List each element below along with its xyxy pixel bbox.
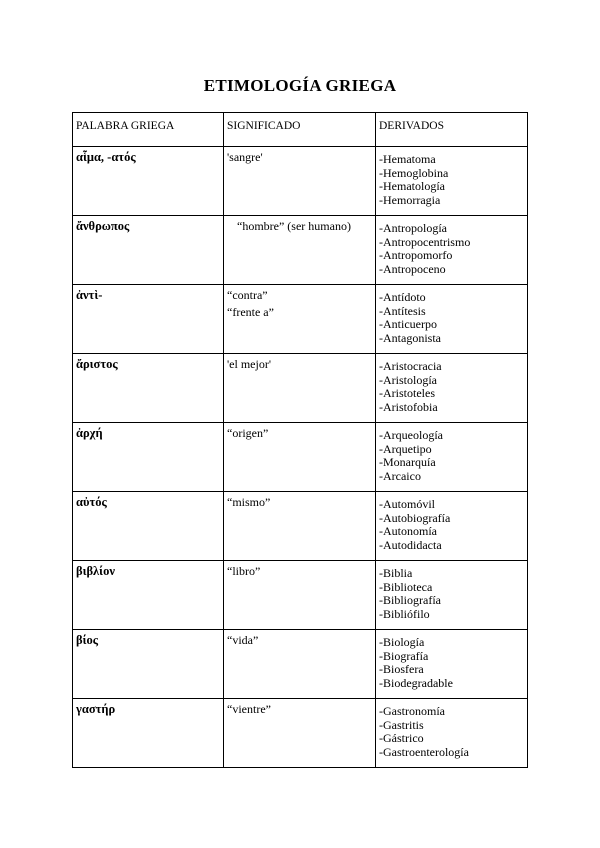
table-row xyxy=(73,354,528,423)
derivatives-list xyxy=(379,289,524,345)
greek-word: γαστήρ xyxy=(76,702,116,716)
meaning-text: “mismo” xyxy=(227,495,271,509)
derivative-item: -Bibliografía xyxy=(379,593,441,607)
greek-word: βιβλίον xyxy=(76,564,115,578)
etymology-table xyxy=(72,112,528,768)
derivative-item: -Automóvil xyxy=(379,497,435,511)
derivative-item: -Aristocracia xyxy=(379,359,442,373)
meaning-text: “origen” xyxy=(227,426,269,440)
derivative-item: -Gastronomía xyxy=(379,704,445,718)
derivatives-list xyxy=(379,358,524,414)
derivative-item: -Antídoto xyxy=(379,290,426,304)
derivative-item: -Hematología xyxy=(379,179,445,193)
table-row xyxy=(73,561,528,630)
derivative-item: -Autodidacta xyxy=(379,537,442,552)
derivative-item: -Antítesis xyxy=(379,303,426,318)
meaning-cell xyxy=(224,285,376,354)
derivative-item: -Arquetipo xyxy=(379,441,432,456)
greek-word: ἄριστος xyxy=(76,357,118,371)
meaning-text: “contra” xyxy=(227,288,268,302)
derivatives-list xyxy=(379,151,524,207)
derivative-item: -Antropomorfo xyxy=(379,248,453,262)
meaning-text: “vida” xyxy=(227,633,259,647)
derivative-item: -Biodegradable xyxy=(379,675,453,690)
derivative-item: -Biosfera xyxy=(379,662,424,676)
greek-word-cell xyxy=(73,492,224,561)
meaning-cell xyxy=(224,630,376,699)
header-palabra-griega: PALABRA GRIEGA xyxy=(73,113,224,147)
header-significado: SIGNIFICADO xyxy=(224,113,376,147)
derivative-item: -Antropología xyxy=(379,221,447,235)
derivatives-cell xyxy=(376,630,528,699)
derivative-item: -Hemoglobina xyxy=(379,165,449,180)
meaning-cell xyxy=(224,699,376,768)
derivative-item: -Anticuerpo xyxy=(379,317,437,331)
derivative-item: -Biología xyxy=(379,635,425,649)
meaning-text: “vientre” xyxy=(227,702,271,716)
table-header xyxy=(73,113,528,147)
derivative-item: -Antagonista xyxy=(379,330,441,345)
meaning-text: 'sangre' xyxy=(227,150,263,164)
derivatives-list xyxy=(379,703,524,759)
derivatives-list xyxy=(379,427,524,483)
derivative-item: -Aristofobia xyxy=(379,399,438,414)
table-body xyxy=(73,147,528,768)
meaning-cell xyxy=(224,492,376,561)
greek-word-cell xyxy=(73,285,224,354)
meaning-cell xyxy=(224,561,376,630)
table-row xyxy=(73,216,528,285)
greek-word: βίος xyxy=(76,633,98,647)
derivative-item: -Gastritis xyxy=(379,717,424,732)
meaning-cell xyxy=(224,354,376,423)
derivative-item: -Bibliófilo xyxy=(379,606,430,621)
table-row xyxy=(73,492,528,561)
derivative-item: -Autobiografía xyxy=(379,510,451,525)
greek-word-cell xyxy=(73,147,224,216)
derivative-item: -Aristología xyxy=(379,372,437,387)
greek-word: ἄνθρωπος xyxy=(76,219,130,233)
greek-word: αὐτός xyxy=(76,495,107,509)
greek-word-cell xyxy=(73,630,224,699)
greek-word: αἷμα, -ατός xyxy=(76,150,136,164)
derivative-item: -Monarquía xyxy=(379,455,436,469)
derivative-item: -Hematoma xyxy=(379,152,436,166)
derivatives-list xyxy=(379,565,524,621)
table-row xyxy=(73,147,528,216)
derivative-item: -Antropoceno xyxy=(379,261,446,276)
table-row xyxy=(73,630,528,699)
derivatives-cell xyxy=(376,216,528,285)
derivative-item: -Autonomía xyxy=(379,524,437,538)
greek-word-cell xyxy=(73,354,224,423)
meaning-text: “libro” xyxy=(227,564,261,578)
meaning-cell xyxy=(224,423,376,492)
derivatives-list xyxy=(379,634,524,690)
derivative-item: -Arcaico xyxy=(379,468,421,483)
derivative-item: -Gástrico xyxy=(379,731,424,745)
meaning-cell xyxy=(224,216,376,285)
header-derivados: DERIVADOS xyxy=(376,113,528,147)
meaning-text: “frente a” xyxy=(227,304,274,319)
greek-word: ἀντὶ- xyxy=(76,288,103,302)
table-row xyxy=(73,699,528,768)
derivatives-cell xyxy=(376,285,528,354)
page-title: ETIMOLOGÍA GRIEGA xyxy=(203,76,397,95)
derivatives-list xyxy=(379,220,524,276)
table-row xyxy=(73,423,528,492)
header-row xyxy=(73,113,528,147)
derivative-item: -Aristoteles xyxy=(379,386,435,400)
derivatives-cell xyxy=(376,354,528,423)
greek-word-cell xyxy=(73,216,224,285)
derivative-item: -Arqueología xyxy=(379,428,443,442)
meaning-text: “hombre” (ser humano) xyxy=(237,219,351,233)
derivatives-cell xyxy=(376,423,528,492)
meaning-text: 'el mejor' xyxy=(227,357,271,371)
derivative-item: -Biblia xyxy=(379,566,413,580)
greek-word-cell xyxy=(73,423,224,492)
meaning-cell xyxy=(224,147,376,216)
derivative-item: -Antropocentrismo xyxy=(379,234,471,249)
derivative-item: -Biblioteca xyxy=(379,579,433,594)
derivatives-cell xyxy=(376,699,528,768)
table-row xyxy=(73,285,528,354)
greek-word: ἀρχή xyxy=(76,426,103,440)
derivatives-cell xyxy=(376,492,528,561)
derivative-item: -Gastroenterología xyxy=(379,744,469,759)
derivatives-cell xyxy=(376,561,528,630)
derivative-item: -Hemorragia xyxy=(379,192,441,207)
derivative-item: -Biografía xyxy=(379,648,429,663)
greek-word-cell xyxy=(73,561,224,630)
derivatives-cell xyxy=(376,147,528,216)
greek-word-cell xyxy=(73,699,224,768)
derivatives-list xyxy=(379,496,524,552)
